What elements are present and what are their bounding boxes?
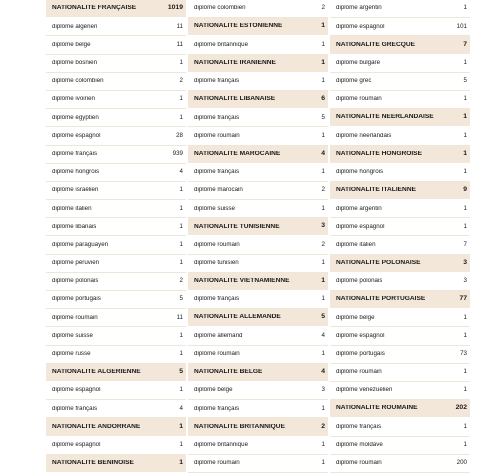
nationality-count: 4 (321, 367, 325, 375)
diploma-count: 11 (176, 40, 183, 48)
diploma-row (46, 400, 186, 418)
diploma-count: 1 (463, 313, 467, 321)
diploma-label: diplôme britannique (194, 441, 249, 448)
diploma-row (46, 127, 186, 145)
diploma-row (188, 346, 328, 364)
diploma-label: diplôme français (52, 405, 98, 412)
diploma-row (330, 327, 470, 345)
diploma-row (330, 91, 470, 109)
nationality-count: 3 (321, 222, 325, 230)
diploma-label: diplôme argentin (336, 5, 382, 12)
diploma-row (188, 327, 328, 345)
nationality-label: NATIONALITÉ GRECQUE (336, 41, 416, 48)
nationality-header-row (46, 364, 186, 382)
diploma-label: diplôme espagnol (52, 387, 101, 394)
diploma-row (330, 127, 470, 145)
diploma-row (330, 364, 470, 382)
diploma-count: 1 (179, 113, 183, 121)
diploma-label: diplôme égyptien (52, 114, 99, 121)
diploma-row (330, 164, 470, 182)
diploma-label: diplôme russe (52, 351, 91, 358)
diploma-row (188, 109, 328, 127)
diploma-row (46, 73, 186, 91)
nationality-count: 3 (463, 258, 467, 266)
nationality-label: NATIONALITÉ ESTONIENNE (194, 23, 283, 30)
diploma-label: diplôme roumain (336, 460, 382, 467)
diploma-row (188, 382, 328, 400)
diploma-label: diplôme espagnol (336, 332, 385, 339)
diploma-count: 1 (179, 204, 183, 212)
diploma-label: diplôme espagnol (52, 132, 101, 139)
diploma-row (330, 455, 470, 473)
diploma-row (46, 146, 186, 164)
nationality-count: 1 (321, 58, 325, 66)
diploma-count: 1 (179, 331, 183, 339)
diploma-row (188, 36, 328, 54)
nationality-header-row (46, 455, 186, 473)
diploma-count: 3 (463, 277, 467, 285)
diploma-row (46, 164, 186, 182)
diploma-label: diplôme tunisien (194, 260, 239, 267)
diploma-row (188, 236, 328, 254)
diploma-row (46, 236, 186, 254)
nationality-header-row (330, 146, 470, 164)
nationality-count: 7 (463, 40, 467, 48)
diploma-count: 1 (321, 440, 325, 448)
nationality-count: 202 (455, 404, 467, 412)
diploma-count: 2 (321, 186, 325, 194)
diploma-label: diplôme roumain (52, 314, 98, 321)
nationality-label: NATIONALITÉ NÉERLANDAISE (336, 114, 434, 121)
diploma-row (46, 91, 186, 109)
diploma-count: 1 (463, 204, 467, 212)
diploma-count: 4 (179, 404, 183, 412)
diploma-row (188, 455, 328, 473)
diploma-count: 1 (463, 4, 467, 12)
diploma-row (46, 218, 186, 236)
diploma-row (330, 309, 470, 327)
nationality-count: 77 (459, 295, 467, 303)
diploma-count: 11 (176, 313, 183, 321)
nationality-label: NATIONALITÉ BRITANNIQUE (194, 423, 285, 430)
diploma-count: 2 (179, 77, 183, 85)
diploma-row (46, 309, 186, 327)
diploma-label: diplôme paraguayen (52, 241, 109, 248)
diploma-label: diplôme ivoirien (52, 96, 95, 103)
table-column-1 (46, 0, 186, 466)
diploma-row (46, 55, 186, 73)
diploma-row (46, 346, 186, 364)
diploma-label: diplôme grec (336, 78, 372, 85)
diploma-label: diplôme belge (52, 41, 91, 48)
diploma-row (46, 109, 186, 127)
diploma-label: diplôme suisse (52, 332, 93, 339)
diploma-row (188, 127, 328, 145)
diploma-count: 1 (321, 404, 325, 412)
nationality-count: 1 (463, 149, 467, 157)
diploma-row (330, 55, 470, 73)
nationality-count: 9 (463, 186, 467, 194)
nationality-label: NATIONALITÉ ITALIENNE (336, 187, 416, 194)
diploma-row (46, 327, 186, 345)
nationality-count: 1 (179, 422, 183, 430)
nationality-header-row (188, 91, 328, 109)
nationality-count: 4 (321, 149, 325, 157)
diploma-count: 101 (456, 22, 467, 30)
diploma-count: 1 (321, 259, 325, 267)
diploma-label: diplôme italien (336, 241, 376, 248)
diploma-label: diplôme colombien (194, 5, 246, 12)
nationality-label: NATIONALITÉ VIETNAMIENNE (194, 278, 290, 285)
diploma-label: diplôme péruvien (52, 260, 100, 267)
diploma-row (188, 73, 328, 91)
diploma-count: 1 (321, 168, 325, 176)
diploma-label: diplôme polonais (52, 278, 99, 285)
diploma-count: 1 (463, 331, 467, 339)
nationality-header-row (188, 146, 328, 164)
nationality-count: 1 (463, 113, 467, 121)
nationality-header-row (330, 291, 470, 309)
diploma-row (46, 255, 186, 273)
nationality-label: NATIONALITÉ BELGE (194, 369, 263, 376)
diploma-count: 5 (463, 77, 467, 85)
diploma-row (188, 164, 328, 182)
nationality-header-row (188, 309, 328, 327)
nationality-header-row (188, 364, 328, 382)
diploma-count: 2 (321, 240, 325, 248)
nationality-header-row (188, 273, 328, 291)
diploma-count: 1 (321, 131, 325, 139)
diploma-count: 1 (321, 295, 325, 303)
diploma-count: 2 (179, 277, 183, 285)
diploma-row (46, 18, 186, 36)
nationality-label: NATIONALITÉ ALGÉRIENNE (52, 369, 141, 376)
diploma-label: diplôme français (194, 114, 240, 121)
diploma-row (330, 200, 470, 218)
diploma-count: 1 (463, 59, 467, 67)
diploma-count: 1 (321, 77, 325, 85)
diploma-label: diplôme hongrois (336, 169, 384, 176)
diploma-label: diplôme belge (194, 387, 233, 394)
diploma-count: 1 (321, 40, 325, 48)
diploma-label: diplôme hongrois (52, 169, 100, 176)
nationality-label: NATIONALITÉ HONGROISE (336, 150, 422, 157)
diploma-row (46, 200, 186, 218)
diploma-label: diplôme roumain (336, 96, 382, 103)
nationality-header-row (330, 255, 470, 273)
nationality-header-row (188, 18, 328, 36)
diploma-label: diplôme français (194, 296, 240, 303)
diploma-count: 1 (463, 440, 467, 448)
diploma-label: diplôme espagnol (52, 441, 101, 448)
diploma-row (330, 218, 470, 236)
diploma-count: 4 (321, 331, 325, 339)
nationality-count: 1019 (167, 4, 183, 12)
diploma-count: 1 (463, 131, 467, 139)
nationality-header-row (188, 55, 328, 73)
diploma-row (330, 346, 470, 364)
diploma-row (330, 437, 470, 455)
diploma-label: diplôme roumain (194, 241, 240, 248)
nationality-header-row (46, 418, 186, 436)
table-column-2 (188, 0, 328, 467)
diploma-count: 11 (176, 22, 183, 30)
diploma-count: 1 (463, 386, 467, 394)
diploma-label: diplôme algérien (52, 23, 98, 30)
nationality-label: NATIONALITÉ TUNISIENNE (194, 223, 280, 230)
diploma-row (188, 182, 328, 200)
diploma-count: 1 (463, 368, 467, 376)
diploma-row (330, 73, 470, 91)
diploma-row (330, 0, 470, 18)
diploma-count: 1 (321, 204, 325, 212)
nationality-header-row (330, 182, 470, 200)
diploma-row (330, 236, 470, 254)
diploma-label: diplôme portugais (52, 296, 101, 303)
diploma-count: 2 (321, 4, 325, 12)
diploma-row (46, 182, 186, 200)
nationality-header-row (330, 109, 470, 127)
nationality-count: 1 (179, 458, 183, 466)
diploma-label: diplôme bulgare (336, 60, 381, 67)
diploma-label: diplôme français (194, 169, 240, 176)
diploma-row (46, 437, 186, 455)
diploma-label: diplôme français (194, 405, 240, 412)
diploma-count: 1 (463, 95, 467, 103)
diploma-count: 1 (463, 422, 467, 430)
diploma-count: 1 (179, 186, 183, 194)
diploma-label: diplôme roumain (194, 351, 240, 358)
diploma-label: diplôme colombien (52, 78, 104, 85)
diploma-count: 1 (179, 95, 183, 103)
diploma-label: diplôme français (52, 150, 98, 157)
diploma-label: diplôme roumain (194, 132, 240, 139)
nationality-label: NATIONALITÉ ANDORRANE (52, 423, 141, 430)
diploma-row (330, 418, 470, 436)
nationality-count: 2 (321, 422, 325, 430)
nationality-count: 6 (321, 95, 325, 103)
diploma-count: 1 (179, 240, 183, 248)
nationality-label: NATIONALITÉ IRANIENNE (194, 59, 276, 66)
nationality-label: NATIONALITÉ MAROCAINE (194, 150, 281, 157)
diploma-row (188, 400, 328, 418)
diploma-label: diplôme français (336, 423, 382, 430)
diploma-count: 73 (460, 350, 467, 358)
diploma-label: diplôme israélien (52, 187, 99, 194)
diploma-count: 1 (179, 259, 183, 267)
diploma-row (46, 273, 186, 291)
nationality-count: 5 (179, 367, 183, 375)
nationality-count: 1 (321, 22, 325, 30)
diploma-count: 1 (179, 350, 183, 358)
nationality-label: NATIONALITÉ LIBANAISE (194, 96, 276, 103)
diploma-count: 200 (456, 459, 467, 467)
diploma-label: diplôme moldave (336, 441, 383, 448)
diploma-label: diplôme vénézuélien (336, 387, 393, 394)
diploma-row (46, 291, 186, 309)
diploma-label: diplôme polonais (336, 278, 383, 285)
diploma-count: 1 (321, 350, 325, 358)
nationality-diploma-table (46, 0, 470, 467)
diploma-row (46, 36, 186, 54)
diploma-count: 5 (179, 295, 183, 303)
diploma-count: 1 (463, 168, 467, 176)
nationality-label: NATIONALITÉ POLONAISE (336, 259, 421, 266)
nationality-label: NATIONALITÉ FRANÇAISE (52, 5, 137, 12)
diploma-row (188, 255, 328, 273)
diploma-count: 1 (179, 386, 183, 394)
nationality-header-row (46, 0, 186, 18)
diploma-row (330, 382, 470, 400)
diploma-label: diplôme libanais (52, 223, 97, 230)
diploma-row (188, 200, 328, 218)
diploma-label: diplôme néerlandais (336, 132, 392, 139)
diploma-count: 939 (172, 149, 183, 157)
nationality-label: NATIONALITÉ ALLEMANDE (194, 314, 281, 321)
diploma-count: 1 (463, 222, 467, 230)
diploma-count: 1 (179, 222, 183, 230)
diploma-row (330, 18, 470, 36)
diploma-row (188, 437, 328, 455)
diploma-row (188, 291, 328, 309)
diploma-label: diplôme roumain (336, 369, 382, 376)
table-column-3 (330, 0, 470, 467)
diploma-label: diplôme roumain (194, 460, 240, 467)
diploma-count: 4 (179, 168, 183, 176)
diploma-count: 3 (321, 386, 325, 394)
nationality-header-row (188, 418, 328, 436)
diploma-label: diplôme italien (52, 205, 92, 212)
diploma-label: diplôme portugais (336, 351, 385, 358)
diploma-label: diplôme français (194, 78, 240, 85)
nationality-header-row (330, 400, 470, 418)
diploma-count: 1 (179, 59, 183, 67)
diploma-label: diplôme espagnol (336, 23, 385, 30)
diploma-row (188, 0, 328, 18)
diploma-row (330, 273, 470, 291)
diploma-label: diplôme argentin (336, 205, 382, 212)
diploma-row (46, 382, 186, 400)
nationality-header-row (188, 218, 328, 236)
diploma-count: 1 (179, 440, 183, 448)
diploma-count: 28 (176, 131, 183, 139)
nationality-label: NATIONALITÉ ROUMAINE (336, 405, 418, 412)
diploma-label: diplôme britannique (194, 41, 249, 48)
nationality-count: 1 (321, 277, 325, 284)
diploma-count: 5 (321, 113, 325, 121)
diploma-label: diplôme espagnol (336, 223, 385, 230)
nationality-count: 5 (321, 313, 325, 321)
diploma-label: diplôme bosnien (52, 60, 98, 67)
diploma-label: diplôme suisse (194, 205, 235, 212)
diploma-count: 1 (321, 459, 325, 467)
diploma-label: diplôme belge (336, 314, 375, 321)
nationality-label: NATIONALITÉ BÉNINOISE (52, 459, 134, 466)
diploma-count: 7 (463, 240, 467, 248)
diploma-label: diplôme marocain (194, 187, 243, 194)
nationality-header-row (330, 36, 470, 54)
nationality-label: NATIONALITÉ PORTUGAISE (336, 296, 426, 303)
diploma-label: diplôme allemand (194, 332, 243, 339)
